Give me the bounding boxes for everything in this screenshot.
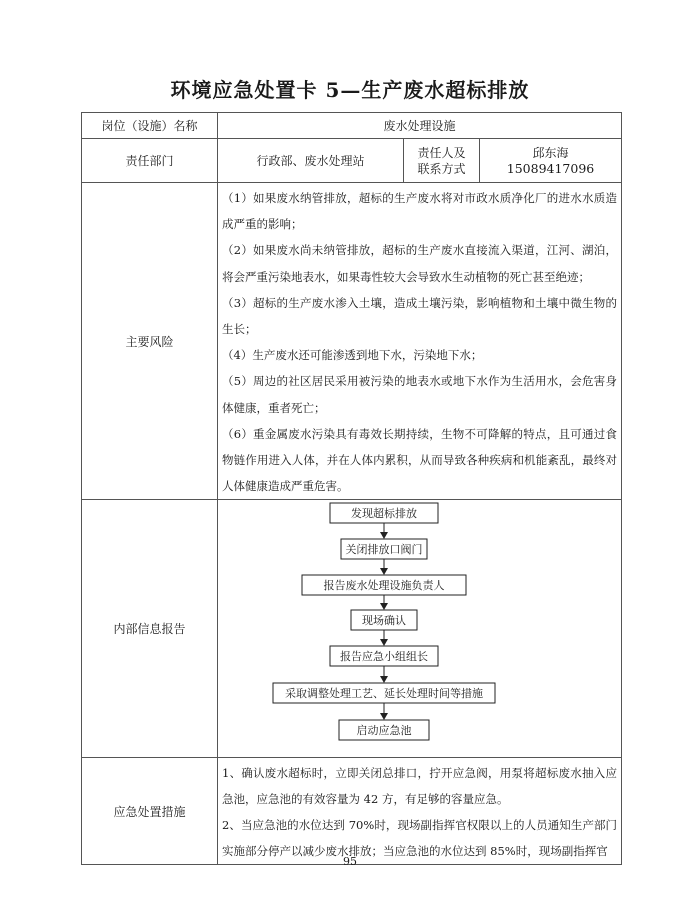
- person-label: [404, 139, 480, 183]
- dept-row: [82, 139, 622, 183]
- report-flowchart: [218, 500, 622, 758]
- page-title: 环境应急处置卡 5—生产废水超标排放: [170, 78, 530, 102]
- risk-item: （5）周边的社区居民采用被污染的地表水或地下水作为生活用水，会危害身体健康，重者死亡；: [222, 374, 618, 415]
- emergency-card-table: [81, 112, 622, 865]
- risk-item: （2）如果废水尚未纳管排放，超标的生产废水直接流入渠道，江河、湖泊，将会严重污染地表水，如果毒性较大会导致水生动植物的死亡甚至绝迹；: [222, 243, 618, 284]
- dept-label: 责任部门: [82, 139, 218, 183]
- risk-content: [218, 183, 622, 500]
- risk-item: （3）超标的生产废水渗入土壤，造成土壤污染，影响植物和土壤中微生物的生长；: [222, 295, 618, 337]
- flow-step-label: 关闭排放口阀门: [345, 543, 423, 557]
- report-label: 内部信息报告: [82, 500, 218, 758]
- risk-row: [82, 183, 622, 500]
- person-label-line1: 责任人及: [417, 145, 466, 160]
- risk-item: （1）如果废水纳管排放，超标的生产废水将对市政水质净化厂的进水水质造成严重的影响；: [222, 191, 618, 232]
- dept-value: 行政部、废水处理站: [218, 139, 404, 183]
- flow-step-label: 现场确认: [362, 614, 406, 628]
- risk-item: （6）重金属废水污染具有毒效长期持续，生物不可降解的特点，且可通过食物链作用进入人体，并在人体内累积，从而导致各种疾病和机能紊乱，最终对人体健康造成严重危害。: [222, 426, 618, 494]
- post-row: [82, 113, 622, 139]
- measures-label: 应急处置措施: [82, 758, 218, 865]
- person-contact: [480, 139, 622, 183]
- post-label: 岗位（设施）名称: [82, 113, 218, 139]
- flow-step-label: 启动应急池: [356, 724, 412, 738]
- flow-step-label: 发现超标排放: [351, 507, 417, 521]
- risk-item: （4）生产废水还可能渗透到地下水，污染地下水；: [222, 348, 483, 363]
- page-number: 95: [343, 855, 357, 868]
- flow-step-label: 报告废水处理设施负责人: [323, 579, 445, 593]
- person-phone: 15089417096: [506, 160, 595, 176]
- flow-step-label: 报告应急小组组长: [340, 650, 428, 664]
- measure-item: 2、当应急池的水位达到 70%时，现场副指挥官权限以上的人员通知生产部门实施部分停产以减少废水排放；当应急池的水位达到 85%时，现场副指挥官: [222, 818, 618, 859]
- flow-step-label: 采取调整处理工艺、延长处理时间等措施: [285, 687, 483, 701]
- post-value: 废水处理设施: [218, 113, 622, 139]
- person-name: 邱东海: [532, 145, 569, 160]
- risk-list: [218, 183, 621, 499]
- measures-row: [82, 758, 622, 865]
- measures-content: [218, 758, 622, 865]
- measures-list: [218, 758, 621, 864]
- flowchart-svg: [218, 500, 620, 754]
- risk-label: 主要风险: [82, 183, 218, 500]
- measure-item: 1、确认废水超标时，立即关闭总排口，拧开应急阀，用泵将超标废水抽入应急池，应急池的有效容量为 42 方，有足够的容量应急。: [222, 766, 618, 807]
- person-label-line2: 联系方式: [417, 161, 466, 176]
- report-row: [82, 500, 622, 758]
